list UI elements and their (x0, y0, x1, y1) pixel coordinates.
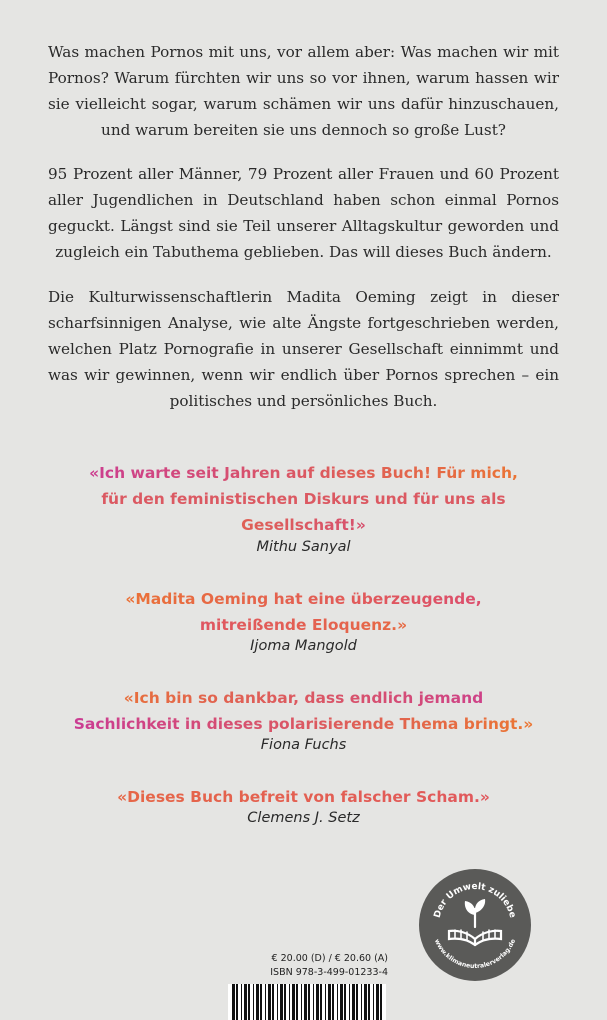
quote-line: für den feministischen Diskurs und für uns als (40, 486, 567, 512)
barcode-bar (349, 984, 350, 1020)
barcode-bar (284, 984, 286, 1020)
quote-line: Sachlichkeit in dieses polarisierende Thema bringt.» (40, 711, 567, 737)
quote-3-author: Fiona Fuchs (260, 737, 347, 753)
badge-bottom-text: www.klimaneutralerverlag.de (432, 938, 518, 971)
barcode-bar (364, 984, 367, 1020)
quote-line: «Ich warte seit Jahren auf dieses Buch! Für mich, (40, 460, 567, 486)
barcode (228, 984, 386, 1020)
quote-2-author: Ijoma Mangold (250, 638, 357, 654)
barcode-bar (301, 984, 302, 1020)
barcode-bar (332, 984, 334, 1020)
barcode-bar (325, 984, 326, 1020)
barcode-bar (313, 984, 314, 1020)
barcode-bar (340, 984, 343, 1020)
quote-line: «Dieses Buch befreit von falscher Scham.» (40, 784, 567, 810)
barcode-bar (241, 984, 242, 1020)
quote-1 (40, 460, 567, 538)
barcode-bar (265, 984, 266, 1020)
barcode-bar (244, 984, 247, 1020)
barcode-bar (268, 984, 271, 1020)
barcode-bar (232, 984, 235, 1020)
barcode-bar (320, 984, 322, 1020)
barcode-bar (280, 984, 283, 1020)
barcode-bar (308, 984, 310, 1020)
quote-1-author: Mithu Sanyal (256, 539, 351, 555)
badge-top-text: Der Umwelt zuliebe (432, 881, 518, 920)
price-isbn (218, 952, 388, 980)
barcode-bar (296, 984, 298, 1020)
quote-line: mitreißende Eloquenz.» (40, 612, 567, 638)
blurb-paragraph-3: Die Kulturwissenschaftlerin Madita Oeming zeigt in dieser scharfsinnigen Analyse, wie alte Ängste fortgeschrieben werden, welchen Platz Pornografie in unserer Gesellschaft einnimmt und was wir gewinnen, wenn wir endlich über Pornos sprechen – ein politisches und persönliches Buch. (48, 288, 559, 410)
barcode-bar (337, 984, 338, 1020)
quote-4-author: Clemens J. Setz (247, 810, 360, 826)
climate-neutral-badge (419, 869, 531, 981)
barcode-bar (260, 984, 262, 1020)
price-line: € 20.00 (D) / € 20.60 (A) (271, 953, 388, 964)
barcode-bar (253, 984, 254, 1020)
barcode-bar (352, 984, 355, 1020)
barcode-bar (380, 984, 382, 1020)
barcode-bar (373, 984, 374, 1020)
barcode-bar (292, 984, 295, 1020)
barcode-bar (277, 984, 278, 1020)
barcode-bar (272, 984, 274, 1020)
barcode-bar (376, 984, 379, 1020)
quote-4 (40, 784, 567, 810)
barcode-bar (248, 984, 250, 1020)
quote-line: «Madita Oeming hat eine überzeugende, (40, 586, 567, 612)
barcode-bar (368, 984, 370, 1020)
barcode-bar (304, 984, 307, 1020)
barcode-bar (289, 984, 290, 1020)
barcode-bar (361, 984, 362, 1020)
barcode-bar (256, 984, 259, 1020)
isbn-line: ISBN 978-3-499-01233-4 (270, 967, 388, 978)
barcode-bar (236, 984, 238, 1020)
quote-2 (40, 586, 567, 638)
blurb-paragraph-1: Was machen Pornos mit uns, vor allem aber: Was machen wir mit Pornos? Warum fürchten wir uns so vor ihnen, warum hassen wir sie vielleicht sogar, warum schämen wir uns dafür hinzuschauen, und warum bereiten sie uns dennoch so große Lust? (48, 43, 559, 139)
quote-3 (40, 685, 567, 737)
quote-line: Gesellschaft!» (40, 512, 567, 538)
blurb-paragraph-2: 95 Prozent aller Männer, 79 Prozent aller Frauen und 60 Prozent aller Jugendlichen in Deutschland haben schon einmal Pornos geguckt. Längst sind sie Teil unserer Alltagskultur geworden und zugleich ein Tabuthema geblieben. Das will dieses Buch ändern. (48, 165, 559, 261)
barcode-bar (356, 984, 358, 1020)
barcode-bar (328, 984, 331, 1020)
barcode-bar (344, 984, 346, 1020)
barcode-bar (316, 984, 319, 1020)
quote-line: «Ich bin so dankbar, dass endlich jemand (40, 685, 567, 711)
